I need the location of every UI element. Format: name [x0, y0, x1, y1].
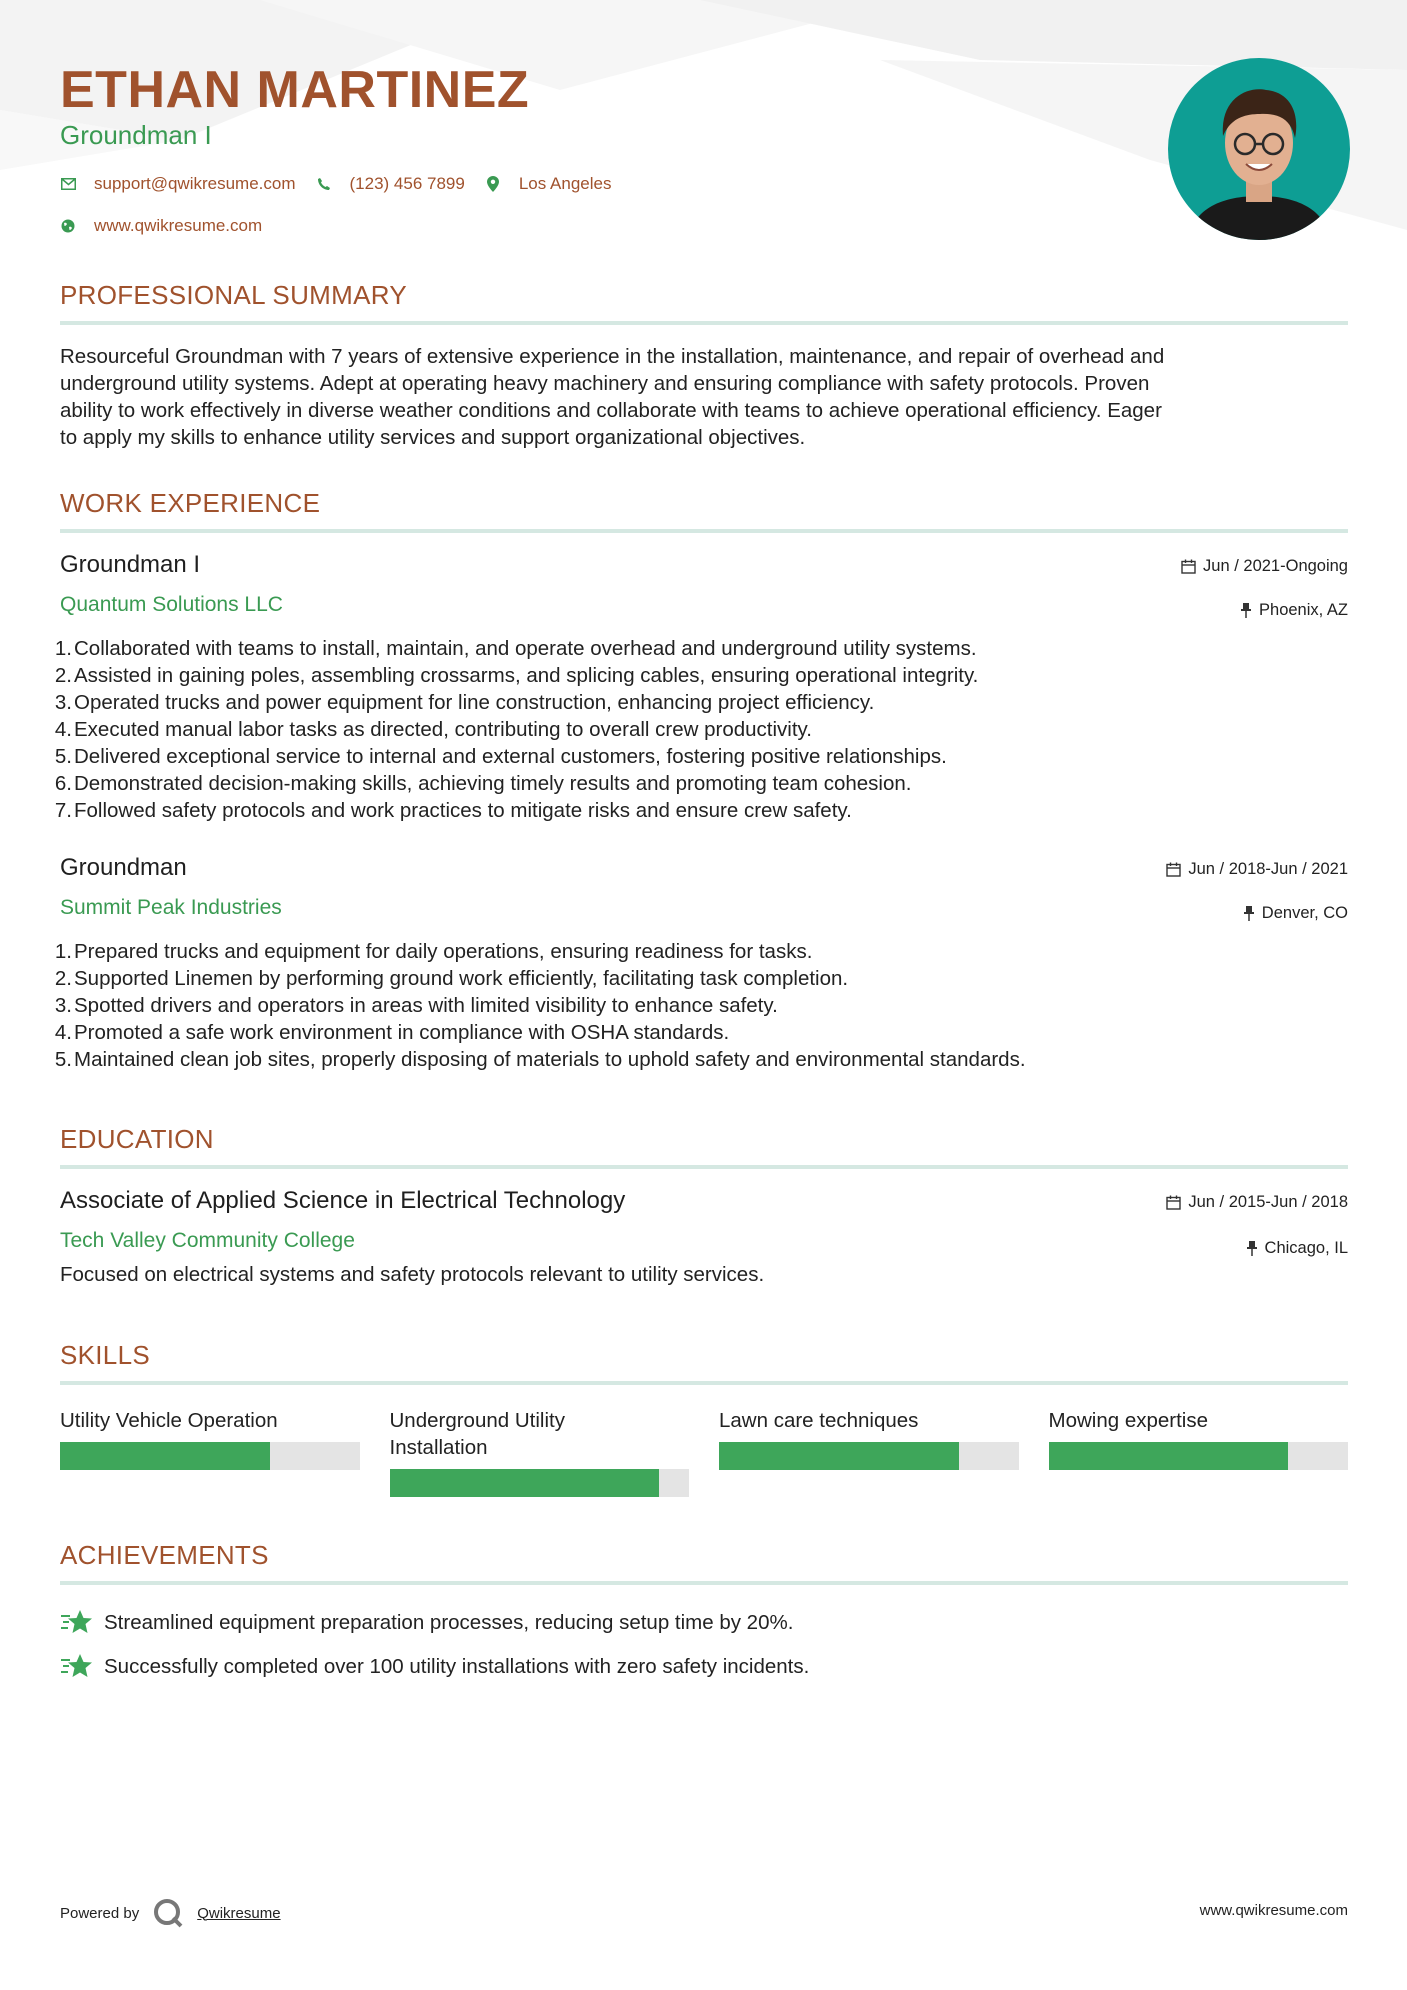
summary-line: underground utility systems. Adept at operating heavy machinery and ensuring compliance with safety protocols. Proven	[60, 372, 1150, 395]
skill-item	[390, 1407, 690, 1497]
skill-name: Mowing expertise	[1048, 1409, 1209, 1432]
skill-bar	[1049, 1442, 1349, 1470]
star-achievement-icon	[60, 1608, 96, 1638]
education-header	[60, 1187, 1348, 1223]
email-contact[interactable]	[60, 174, 296, 194]
achievement-item	[60, 1645, 1348, 1689]
map-pin-icon	[485, 176, 501, 192]
section-divider	[60, 1581, 1348, 1585]
job-location	[1240, 601, 1348, 620]
location-text: Los Angeles	[518, 174, 612, 193]
profile-photo	[1168, 58, 1350, 240]
skill-name: Lawn care techniques	[719, 1409, 919, 1432]
website-text: www.qwikresume.com	[94, 216, 263, 235]
candidate-name: ETHAN MARTINEZ	[60, 61, 530, 119]
list-item: 7. Followed safety protocols and work practices to mitigate risks and ensure crew safety.	[54, 799, 852, 822]
skill-bar-fill	[1049, 1442, 1289, 1470]
summary-section	[60, 280, 1348, 451]
duty-text: Supported Linemen by performing ground work efficiently, facilitating task completion.	[74, 967, 849, 990]
duties-list	[54, 635, 1348, 824]
skills-heading: SKILLS	[60, 1340, 150, 1370]
calendar-icon	[1181, 559, 1196, 574]
summary-heading: PROFESSIONAL SUMMARY	[60, 280, 407, 310]
education-heading: EDUCATION	[60, 1124, 214, 1154]
skill-bar	[60, 1442, 360, 1470]
website-contact[interactable]	[60, 216, 262, 236]
star-achievement-icon	[60, 1652, 96, 1682]
summary-line: Resourceful Groundman with 7 years of extensive experience in the installation, maintenance, and repair of overhead and	[60, 345, 1165, 368]
skill-bar-fill	[390, 1469, 660, 1497]
experience-heading: WORK EXPERIENCE	[60, 488, 321, 518]
job-location-text: Denver, CO	[1261, 904, 1348, 922]
phone-contact[interactable]	[316, 174, 465, 194]
phone-icon	[316, 176, 332, 192]
job-dates	[1181, 557, 1348, 576]
duty-text: Assisted in gaining poles, assembling crossarms, and splicing cables, ensuring operational integrity.	[74, 664, 979, 687]
job-dates-text: Jun / 2021-Ongoing	[1203, 557, 1348, 575]
skills-section	[60, 1340, 1348, 1497]
list-item: 2. Supported Linemen by performing ground work efficiently, facilitating task completion.	[54, 967, 849, 990]
duty-text: Operated trucks and power equipment for line construction, enhancing project efficiency.	[74, 691, 875, 714]
powered-by-text: Powered by	[60, 1904, 140, 1922]
education-location	[1246, 1239, 1348, 1258]
education-location-text: Chicago, IL	[1264, 1239, 1348, 1257]
list-item: 5. Maintained clean job sites, properly disposing of materials to uphold safety and environmental standards.	[54, 1048, 1026, 1071]
duty-text: Spotted drivers and operators in areas with limited visibility to enhance safety.	[74, 994, 778, 1017]
location-contact	[485, 174, 612, 194]
duty-text: Followed safety protocols and work practices to mitigate risks and ensure crew safety.	[74, 799, 852, 822]
list-item: 5. Delivered exceptional service to internal and external customers, fostering positive relationships.	[54, 745, 947, 768]
list-item: 4. Executed manual labor tasks as directed, contributing to overall crew productivity.	[54, 718, 812, 741]
duty-text: Demonstrated decision-making skills, achieving timely results and promoting team cohesion.	[74, 772, 912, 795]
job-location-text: Phoenix, AZ	[1259, 601, 1348, 619]
education-entry	[60, 1187, 1348, 1288]
section-divider	[60, 1165, 1348, 1169]
job-dates	[1166, 860, 1348, 879]
skill-item	[719, 1407, 1019, 1497]
achievement-text: Streamlined equipment preparation processes, reducing setup time by 20%.	[104, 1611, 794, 1634]
pushpin-icon	[1246, 1241, 1258, 1256]
achievements-list	[60, 1601, 1348, 1689]
skill-name: Underground Utility Installation	[389, 1409, 565, 1459]
section-divider	[60, 1381, 1348, 1385]
summary-text	[60, 343, 1348, 451]
summary-line: to apply my skills to enhance utility services and support organizational objectives.	[60, 426, 806, 449]
skill-item	[1049, 1407, 1349, 1497]
job-header	[60, 854, 1348, 890]
achievements-heading: ACHIEVEMENTS	[60, 1540, 269, 1570]
duty-text: Prepared trucks and equipment for daily operations, ensuring readiness for tasks.	[74, 940, 813, 963]
list-item: 4. Promoted a safe work environment in compliance with OSHA standards.	[54, 1021, 730, 1044]
school-name: Tech Valley Community College	[60, 1229, 355, 1252]
list-item: 3. Spotted drivers and operators in areas with limited visibility to enhance safety.	[54, 994, 778, 1017]
duty-text: Delivered exceptional service to internal and external customers, fostering positive relationships.	[74, 745, 947, 768]
achievements-section	[60, 1540, 1348, 1689]
calendar-icon	[1166, 862, 1181, 877]
job-role: Groundman	[60, 854, 187, 881]
section-divider	[60, 321, 1348, 325]
education-section	[60, 1124, 1348, 1288]
candidate-title: Groundman I	[60, 120, 212, 150]
section-divider	[60, 529, 1348, 533]
list-item: 3. Operated trucks and power equipment for line construction, enhancing project efficiency.	[54, 691, 875, 714]
powered-by	[60, 1898, 281, 1928]
brand-link[interactable]: Qwikresume	[197, 1904, 281, 1922]
contact-row	[60, 174, 631, 194]
globe-icon	[60, 218, 76, 234]
experience-section	[54, 488, 1348, 1073]
envelope-icon	[60, 176, 76, 192]
skill-bar-fill	[60, 1442, 270, 1470]
website-row	[60, 216, 282, 236]
degree-name: Associate of Applied Science in Electrical Technology	[60, 1187, 626, 1214]
duty-text: Maintained clean job sites, properly disposing of materials to uphold safety and environmental standards.	[74, 1048, 1026, 1071]
skill-bar	[390, 1469, 690, 1497]
phone-text: (123) 456 7899	[349, 174, 465, 193]
job-header	[60, 551, 1348, 587]
skill-item	[60, 1407, 360, 1497]
achievement-item	[60, 1601, 1348, 1645]
job-location	[1243, 904, 1348, 923]
calendar-icon	[1166, 1195, 1181, 1210]
list-item: 1. Collaborated with teams to install, maintain, and operate overhead and underground utility systems.	[54, 637, 977, 660]
job-role: Groundman I	[60, 551, 201, 578]
duty-text: Executed manual labor tasks as directed, contributing to overall crew productivity.	[74, 718, 812, 741]
duties-list	[54, 938, 1348, 1073]
qwikresume-logo-icon	[153, 1898, 183, 1928]
skill-name: Utility Vehicle Operation	[60, 1409, 278, 1432]
job-entry	[54, 854, 1348, 1073]
list-item: 1. Prepared trucks and equipment for daily operations, ensuring readiness for tasks.	[54, 940, 813, 963]
job-company: Summit Peak Industries	[60, 896, 282, 919]
email-text: support@qwikresume.com	[94, 174, 296, 193]
skill-bar	[719, 1442, 1019, 1470]
pushpin-icon	[1240, 603, 1252, 618]
achievement-text: Successfully completed over 100 utility installations with zero safety incidents.	[104, 1655, 810, 1678]
footer-website[interactable]: www.qwikresume.com	[1199, 1902, 1348, 1919]
job-entry	[54, 551, 1348, 824]
summary-line: ability to work effectively in diverse weather conditions and collaborate with teams to achieve operational efficiency. Eager	[60, 399, 1162, 422]
list-item: 6. Demonstrated decision-making skills, achieving timely results and promoting team cohesion.	[54, 772, 912, 795]
education-dates-text: Jun / 2015-Jun / 2018	[1188, 1193, 1348, 1211]
skills-grid	[60, 1407, 1348, 1497]
job-dates-text: Jun / 2018-Jun / 2021	[1188, 860, 1348, 878]
duty-text: Collaborated with teams to install, maintain, and operate overhead and underground utility systems.	[74, 637, 977, 660]
education-description: Focused on electrical systems and safety protocols relevant to utility services.	[60, 1263, 765, 1286]
job-company: Quantum Solutions LLC	[60, 593, 283, 616]
duty-text: Promoted a safe work environment in compliance with OSHA standards.	[74, 1021, 730, 1044]
education-dates	[1166, 1193, 1348, 1212]
skill-bar-fill	[719, 1442, 959, 1470]
list-item: 2. Assisted in gaining poles, assembling crossarms, and splicing cables, ensuring operational integrity.	[54, 664, 979, 687]
pushpin-icon	[1243, 906, 1255, 921]
